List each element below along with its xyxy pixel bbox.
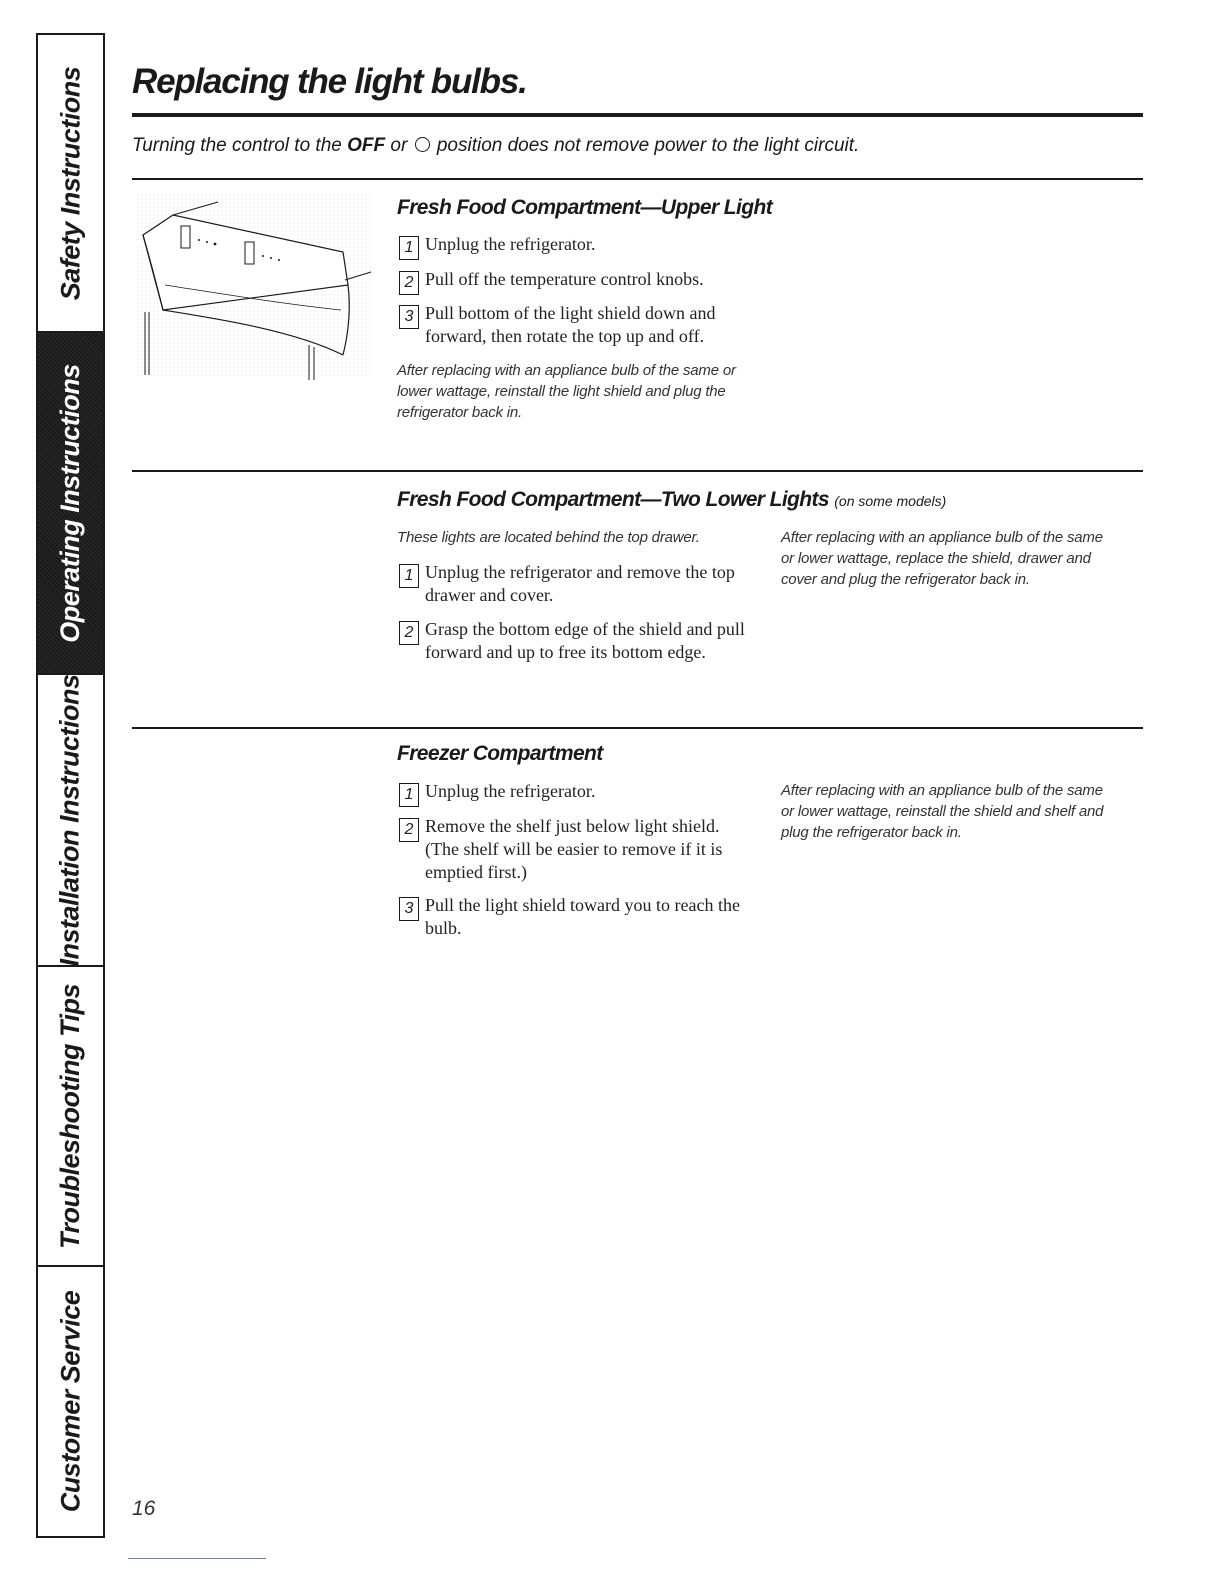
lower-step <box>397 561 757 607</box>
tab-label: Installation Instructions <box>55 673 85 967</box>
upper-step <box>397 268 757 291</box>
freezer-step <box>397 815 757 884</box>
lower-lights-heading <box>397 488 946 512</box>
step-number: 1 <box>399 783 419 807</box>
tab-label: Safety Instructions <box>55 66 85 300</box>
footer-line <box>128 1558 266 1559</box>
intro-or-word: or <box>385 135 413 156</box>
title-rule <box>132 113 1143 117</box>
step-number: 3 <box>399 305 419 329</box>
intro-warning <box>132 135 859 157</box>
upper-light-heading: Fresh Food Compartment—Upper Light <box>397 196 773 219</box>
page-number: 16 <box>132 1497 156 1520</box>
step-text: Remove the shelf just below light shield. (The shelf will be easier to remove if it is emptied first.) <box>425 816 723 882</box>
step-text: Pull the light shield toward you to reach the bulb. <box>425 895 740 938</box>
section-tab-bar <box>36 33 105 1538</box>
tab-installation-instructions[interactable] <box>38 675 103 967</box>
off-circle-icon <box>415 137 430 152</box>
lower-lights-heading-note: (on some models) <box>834 493 947 509</box>
step-text: Pull bottom of the light shield down and forward, then rotate the top up and off. <box>425 303 716 346</box>
step-text: Unplug the refrigerator. <box>425 781 596 801</box>
upper-step <box>397 302 757 348</box>
tab-operating-instructions[interactable] <box>38 333 103 675</box>
tab-customer-service[interactable] <box>38 1267 103 1536</box>
tab-safety-instructions[interactable] <box>38 35 103 333</box>
step-number: 1 <box>399 236 419 260</box>
page-title: Replacing the light bulbs. <box>132 62 527 101</box>
intro-text-end: position does not remove power to the light circuit. <box>431 135 860 156</box>
freezer-heading: Freezer Compartment <box>397 742 603 765</box>
tab-troubleshooting-tips[interactable] <box>38 967 103 1267</box>
step-number: 2 <box>399 621 419 645</box>
section-divider <box>132 178 1143 180</box>
lower-note: After replacing with an appliance bulb of the same or lower wattage, replace the shield, drawer and cover and plug the refrigerator back in. <box>781 529 1103 588</box>
section-divider <box>132 470 1143 472</box>
step-number: 1 <box>399 564 419 588</box>
step-number: 2 <box>399 271 419 295</box>
freezer-note: After replacing with an appliance bulb of the same or lower wattage, reinstall the shield and shelf and plug the refrigerator back in. <box>781 782 1104 841</box>
tab-label: Operating Instructions <box>55 363 85 643</box>
step-text: Pull off the temperature control knobs. <box>425 269 704 289</box>
step-number: 3 <box>399 897 419 921</box>
step-number: 2 <box>399 818 419 842</box>
light-shield-illustration <box>133 190 373 380</box>
intro-text-start: Turning the control to the <box>132 135 348 156</box>
step-text: Grasp the bottom edge of the shield and pull forward and up to free its bottom edge. <box>425 619 745 662</box>
step-text: Unplug the refrigerator. <box>425 234 596 254</box>
intro-off-word: OFF <box>347 135 386 156</box>
upper-note: After replacing with an appliance bulb of the same or lower wattage, reinstall the light shield and plug the refrigerator back in. <box>397 362 736 421</box>
freezer-step <box>397 780 757 803</box>
step-text: Unplug the refrigerator and remove the top drawer and cover. <box>425 562 735 605</box>
upper-step <box>397 233 757 256</box>
section-divider <box>132 727 1143 729</box>
tab-label: Troubleshooting Tips <box>55 983 85 1249</box>
tab-label: Customer Service <box>55 1290 86 1513</box>
lower-lights-heading-text: Fresh Food Compartment—Two Lower Lights <box>397 488 829 511</box>
lower-step <box>397 618 757 664</box>
lower-intro: These lights are located behind the top drawer. <box>397 529 700 546</box>
freezer-step <box>397 894 757 940</box>
